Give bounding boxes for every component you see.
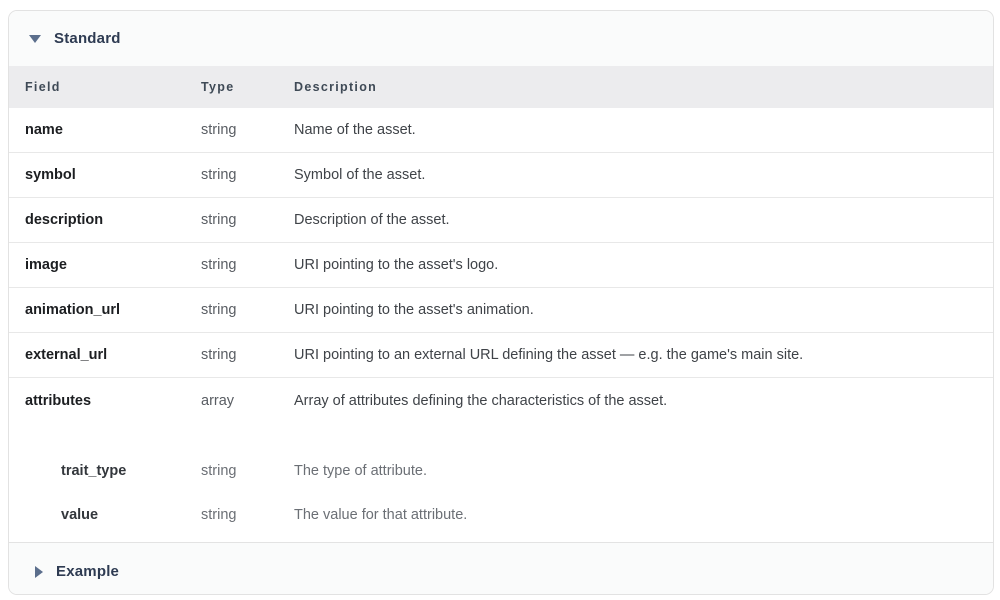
section-example-toggle[interactable] [9,542,993,595]
column-header-description: Description [294,80,378,94]
field-type: string [201,463,237,479]
field-description: Symbol of the asset. [294,167,426,183]
field-description: URI pointing to the asset's logo. [294,257,499,273]
table-body [9,108,993,542]
field-description: URI pointing to an external URL defining the asset — e.g. the game's main site. [294,347,804,363]
table-row [9,243,993,288]
table-row [9,198,993,243]
field-type: string [201,212,237,228]
field-type: string [201,507,237,523]
field-description: Name of the asset. [294,122,416,138]
field-name: attributes [25,392,92,409]
table-row [9,288,993,333]
field-type: string [201,347,237,363]
triangle-down-icon [29,35,41,43]
triangle-right-icon [35,566,43,578]
table-subrow [9,493,993,537]
field-name: external_url [25,347,108,363]
column-header-field: Field [25,80,61,94]
table-header-row [9,66,993,108]
section-standard-label: Standard [54,30,121,47]
field-name: trait_type [61,463,127,479]
table-row [9,153,993,198]
field-type: string [201,257,237,273]
field-name: animation_url [25,302,121,318]
field-name: image [25,257,67,273]
section-standard-toggle[interactable] [9,11,993,66]
field-description: Array of attributes defining the characteristics of the asset. [294,392,668,409]
field-name: name [25,122,63,138]
field-description: The value for that attribute. [294,507,468,523]
field-type: string [201,167,237,183]
field-description: The type of attribute. [294,463,427,479]
table-row [9,108,993,153]
column-header-type: Type [201,80,235,94]
field-type: array [201,392,235,409]
table-row [9,333,993,378]
field-name: description [25,212,104,228]
field-description: URI pointing to the asset's animation. [294,302,534,318]
field-type: string [201,122,237,138]
table-subrow [9,449,993,493]
field-description: Description of the asset. [294,212,450,228]
field-type: string [201,302,237,318]
field-name: symbol [25,167,76,183]
section-example-label: Example [56,563,120,580]
field-name: value [61,507,99,523]
table-row [9,378,993,423]
schema-panel [8,10,994,595]
table-row-group [9,378,993,542]
